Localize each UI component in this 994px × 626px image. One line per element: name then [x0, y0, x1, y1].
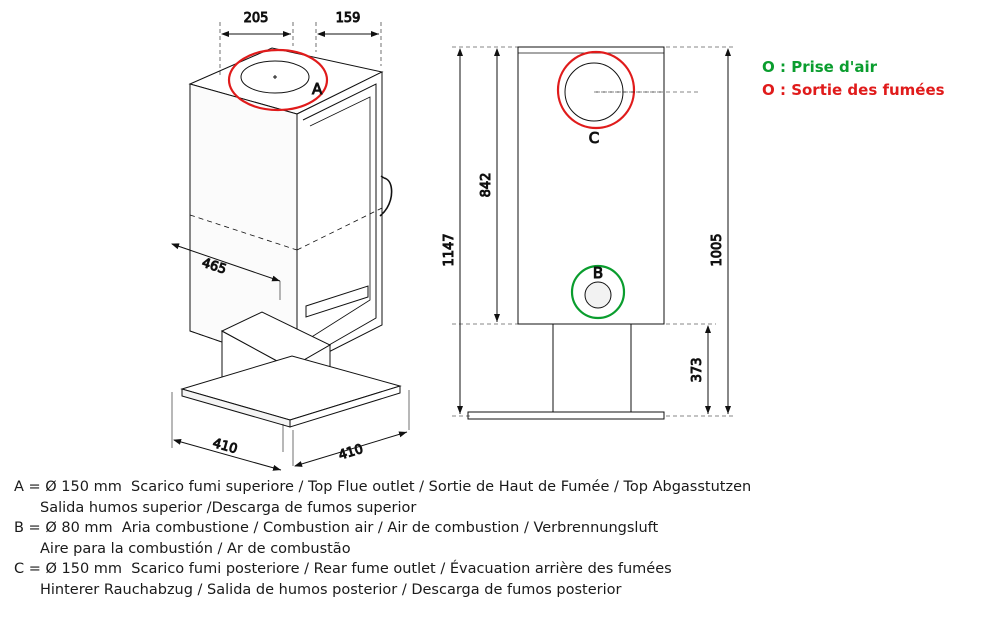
perspective-view [172, 11, 409, 470]
dim-159 [316, 11, 381, 66]
dim-410-front-label: 410 [210, 436, 239, 458]
note-c-main: C = Ø 150 mm Scarico fumi posteriore / Rear fume outlet / Évacuation arrière des fumées [14, 561, 672, 578]
dim-842 [479, 49, 497, 322]
legend-air-intake: O : Prise d'air [762, 58, 878, 76]
dim-205-label: 205 [243, 11, 269, 26]
note-b-sub: Aire para la combustión / Ar de combustão [40, 540, 351, 557]
dim-1005-label: 1005 [710, 233, 725, 267]
note-a-main: A = Ø 150 mm Scarico fumi superiore / Top Flue outlet / Sortie de Haut de Fumée / Top Abgasstutzen [14, 479, 752, 495]
legend-flue-outlet: O : Sortie des fumées [762, 81, 945, 100]
dim-410-side-label: 410 [336, 441, 366, 464]
dim-373-label: 373 [690, 357, 705, 383]
dim-159-label: 159 [335, 11, 361, 26]
dim-1147-label: 1147 [442, 233, 457, 267]
callout-c-label: C [588, 129, 600, 147]
elevation-view [442, 47, 736, 419]
dim-373 [690, 326, 708, 414]
callout-a-label: A [312, 80, 323, 98]
notes-block [14, 477, 974, 600]
note-a-sub: Salida humos superior /Descarga de fumos superior [40, 499, 417, 516]
note-c-sub: Hinterer Rauchabzug / Salida de humos posterior / Descarga de fumos posterior [40, 581, 622, 598]
dim-842-label: 842 [479, 172, 494, 198]
dim-1005 [710, 49, 728, 414]
dim-465-label: 465 [199, 255, 229, 278]
dim-1147 [442, 49, 460, 414]
callout-b-label: B [592, 264, 604, 282]
legend [762, 56, 945, 103]
note-b-main: B = Ø 80 mm Aria combustione / Combustion air / Air de combustion / Verbrennungsluft [14, 520, 659, 537]
